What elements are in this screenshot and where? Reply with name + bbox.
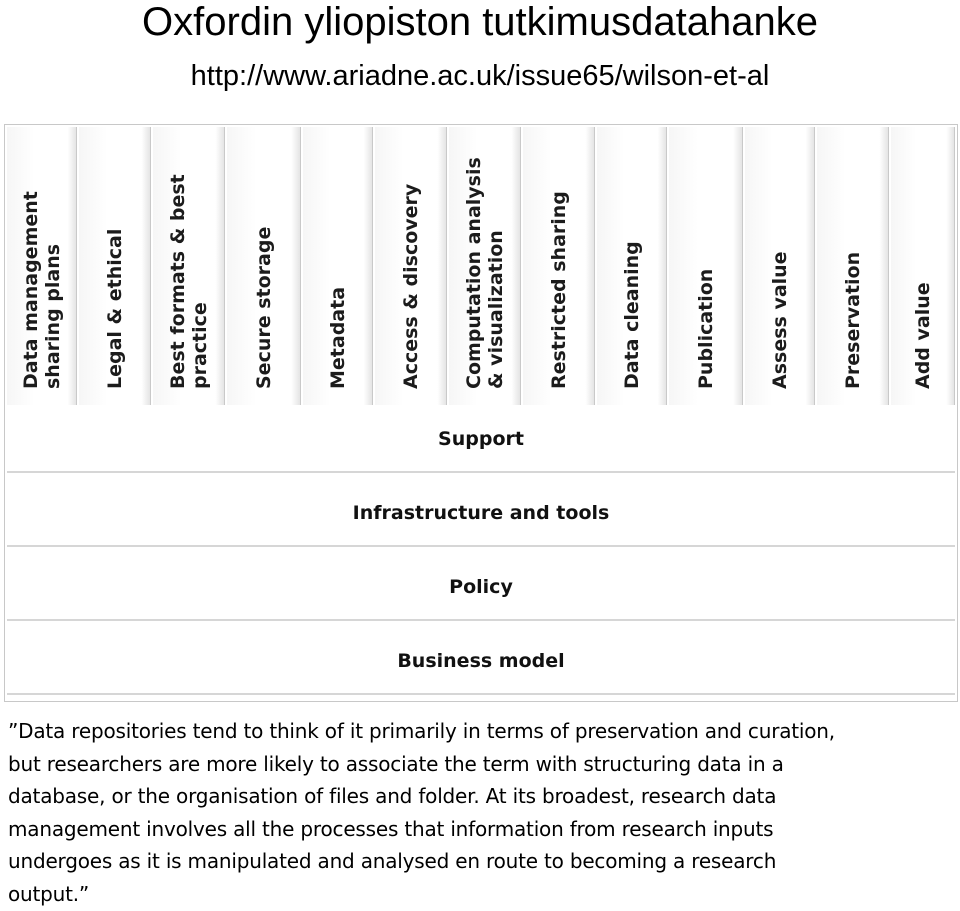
quote-line: output.” xyxy=(8,881,90,906)
activity-label-line: Data cleaning xyxy=(621,241,643,389)
activity-column xyxy=(817,127,889,405)
activity-column-label xyxy=(253,227,275,389)
activity-column xyxy=(227,127,301,405)
quote-line: ”Data repositories tend to think of it primarily in terms of preservation and curation, xyxy=(8,719,835,743)
activity-column-label xyxy=(167,174,211,389)
quote-paragraph xyxy=(8,715,952,910)
activity-column-label xyxy=(695,269,717,389)
activity-column xyxy=(375,127,447,405)
activity-label-line: Secure storage xyxy=(253,226,275,389)
activity-label-line: Computation analysis xyxy=(463,157,485,389)
activity-column-label xyxy=(104,229,126,389)
band-label: Policy xyxy=(449,576,513,598)
quote-line: database, or the organisation of files and folder. At its broadest, research data xyxy=(8,784,777,808)
band-support xyxy=(7,405,955,473)
activity-column xyxy=(153,127,225,405)
activity-label-line: practice xyxy=(189,302,211,389)
activity-column-label xyxy=(912,282,934,389)
activity-label-line: sharing plans xyxy=(42,243,64,389)
band-label: Business model xyxy=(397,650,565,672)
activity-column xyxy=(303,127,373,405)
activity-column xyxy=(523,127,595,405)
activity-label-line: Publication xyxy=(695,268,717,389)
activity-column xyxy=(7,127,77,405)
band-label: Infrastructure and tools xyxy=(352,502,610,524)
activity-label-line: Best formats & best xyxy=(167,174,189,389)
activity-column xyxy=(669,127,743,405)
activity-column xyxy=(449,127,521,405)
activity-column-label xyxy=(769,251,791,389)
activity-label-line: Restricted sharing xyxy=(548,191,570,389)
activity-label-line: Data management xyxy=(20,191,42,389)
activity-label-line: & visualization xyxy=(485,230,507,389)
activity-column xyxy=(745,127,815,405)
activity-label-line: Assess value xyxy=(769,251,791,389)
source-url: http://www.ariadne.ac.uk/issue65/wilson-et-al xyxy=(190,60,770,92)
activity-column-label xyxy=(548,191,570,389)
band-infrastructure-tools xyxy=(7,479,955,547)
activity-column-label xyxy=(621,241,643,389)
activity-label-line: Access & discovery xyxy=(400,183,422,389)
activity-column-label xyxy=(327,287,349,389)
activity-column-label xyxy=(842,252,864,389)
activity-column xyxy=(79,127,151,405)
activity-column-label xyxy=(463,157,507,389)
activity-columns xyxy=(7,127,955,405)
quote-line: management involves all the processes that information from research inputs xyxy=(8,816,774,841)
activity-label-line: Legal & ethical xyxy=(104,228,126,389)
band-label: Support xyxy=(438,428,524,450)
activity-label-line: Metadata xyxy=(327,286,349,389)
activity-label-line: Add value xyxy=(912,282,934,389)
page-title: Oxfordin yliopiston tutkimusdatahanke xyxy=(142,0,818,44)
activity-column xyxy=(891,127,955,405)
activity-column-label xyxy=(20,191,64,389)
quote-line: undergoes as it is manipulated and analysed en route to becoming a research xyxy=(8,849,777,873)
activity-label-line: Preservation xyxy=(842,251,864,389)
research-data-management-diagram xyxy=(4,124,958,702)
activity-column-label xyxy=(400,184,422,389)
band-policy xyxy=(7,553,955,621)
activity-column xyxy=(597,127,667,405)
quote-line: but researchers are more likely to associate the term with structuring data in a xyxy=(8,751,784,776)
band-business-model xyxy=(7,627,955,695)
